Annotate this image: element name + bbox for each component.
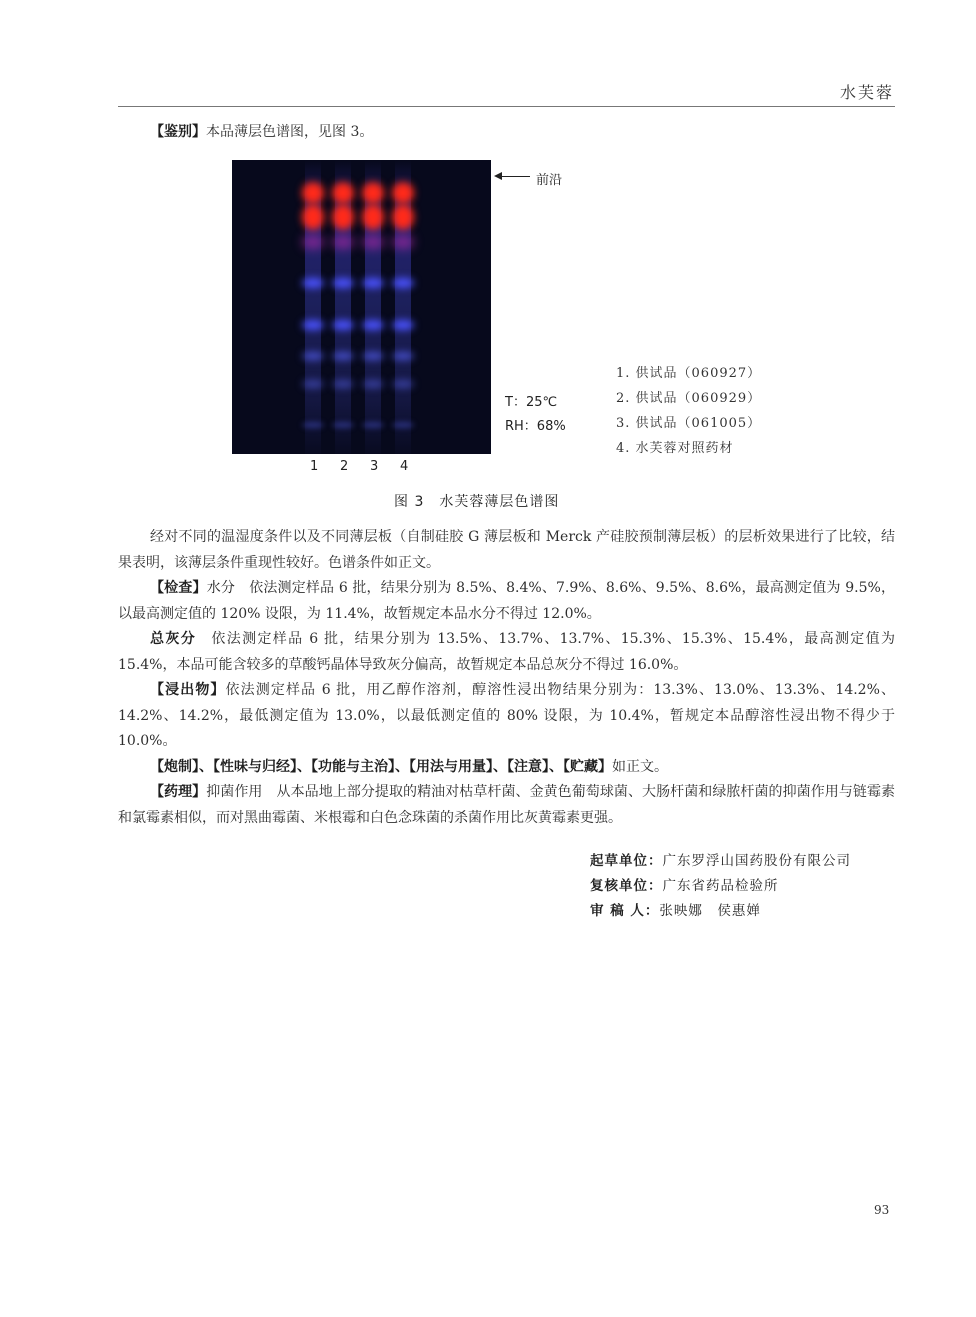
tlc-plate-image: [232, 160, 491, 454]
tlc-spot: [332, 182, 354, 204]
tlc-spot: [332, 278, 354, 288]
lane-number-4: 4: [400, 459, 409, 474]
editor-line: [590, 899, 761, 919]
tlc-spot: [392, 235, 414, 249]
comparison-paragraph: 经对不同的温湿度条件以及不同薄层板（自制硅胶 G 薄层板和 Merck 产硅胶预制薄层板）的层析效果进行了比较，结果表明，该薄层条件重现性较好。色谱条件如正文。: [118, 529, 895, 571]
tlc-spot: [392, 422, 414, 428]
legend-item-4: 4. 水芙蓉对照药材: [616, 441, 734, 456]
tlc-spot: [392, 182, 414, 204]
reviewer-line: [590, 874, 779, 894]
tlc-spot: [302, 204, 324, 230]
tlc-spot: [302, 320, 324, 330]
drafter-value: 广东罗浮山国药股份有限公司: [662, 853, 851, 869]
tlc-spot: [302, 352, 324, 360]
tlc-spot: [362, 352, 384, 360]
temperature-label: T：25℃: [505, 395, 558, 410]
others-text: 如正文。: [612, 759, 668, 775]
identification-text: 本品薄层色谱图，见图 3。: [206, 124, 374, 140]
lane-number-3: 3: [370, 459, 379, 474]
tlc-spot: [362, 204, 384, 230]
tlc-spot: [302, 422, 324, 428]
pharmacology-text: 从本品地上部分提取的精油对枯草杆菌、金黄色葡萄球菌、大肠杆菌和绿脓杆菌的抑菌作用与链霉素和氯霉素相似，而对黑曲霉菌、米根霉和白色念珠菌的杀菌作用比灰黄霉素更强。: [118, 784, 896, 826]
moisture-paragraph: [118, 576, 895, 627]
legend-item-3: 3. 供试品（061005）: [616, 416, 762, 431]
ash-label: 总灰分: [150, 631, 197, 647]
tlc-spot: [302, 278, 324, 288]
legend-item-1: 1. 供试品（060927）: [616, 366, 762, 381]
tlc-spot: [392, 204, 414, 230]
figure-caption: 图 3 水芙蓉薄层色谱图: [394, 494, 560, 510]
lane-number-2: 2: [340, 459, 349, 474]
tlc-spot: [392, 320, 414, 330]
tlc-spot: [332, 204, 354, 230]
pharmacology-label: 【药理】: [150, 784, 207, 800]
tlc-spot: [302, 182, 324, 204]
lane-number-1: 1: [310, 459, 319, 474]
tlc-spot: [362, 380, 384, 388]
ash-text: 依法测定样品 6 批，结果分别为 13.5%、13.7%、13.7%、15.3%、15.3%、15.4%，最高测定值为 15.4%，本品可能含较多的草酸钙晶体导致灰分偏高，故暂规定本品总灰分不得过 16.0%。: [118, 631, 895, 673]
check-label: 【检查】: [150, 580, 207, 596]
pharmacology-sublabel: 抑菌作用: [206, 784, 263, 800]
tlc-spot: [302, 235, 324, 249]
tlc-spot: [362, 278, 384, 288]
tlc-spot: [392, 380, 414, 388]
solvent-front-label: 前沿: [536, 173, 563, 188]
identification-label: 【鉴别】: [150, 124, 206, 140]
ash-paragraph: [118, 627, 895, 678]
tlc-spot: [392, 278, 414, 288]
moisture-sublabel: 水分: [206, 580, 236, 596]
tlc-spot: [362, 422, 384, 428]
tlc-spot: [332, 422, 354, 428]
pharmacology-paragraph: [118, 780, 895, 831]
tlc-spot: [302, 380, 324, 388]
tlc-spot: [332, 320, 354, 330]
tlc-spot: [362, 320, 384, 330]
humidity-label: RH：68%: [505, 419, 566, 434]
page-number: 93: [874, 1203, 890, 1217]
others-paragraph: [118, 755, 895, 781]
editor-value: 张映娜 侯惠婵: [659, 903, 761, 919]
reviewer-label: 复核单位：: [590, 878, 663, 894]
others-label: 【炮制】、【性味与归经】、【功能与主治】、【用法与用量】、【注意】、【贮藏】: [150, 759, 612, 775]
arrow-line: [500, 176, 530, 177]
extract-text: 依法测定样品 6 批，用乙醇作溶剂，醇溶性浸出物结果分别为：13.3%、13.0%、13.3%、14.2%、14.2%、14.2%，最低测定值为 13.0%，以最低测定值的 80% 设限，为 10.4%，暂规定本品醇溶性浸出物不得少于 10.0%。: [118, 682, 895, 749]
tlc-spot: [332, 235, 354, 249]
identification-paragraph: [150, 120, 850, 146]
drafter-line: [590, 849, 851, 869]
extract-paragraph: [118, 678, 895, 755]
tlc-spot: [362, 182, 384, 204]
tlc-spot: [362, 235, 384, 249]
running-title: 水芙蓉: [839, 83, 894, 102]
reviewer-value: 广东省药品检验所: [662, 878, 779, 894]
legend-item-2: 2. 供试品（060929）: [616, 391, 762, 406]
header-rule: [118, 106, 895, 107]
drafter-label: 起草单位：: [590, 853, 663, 869]
tlc-spot: [332, 352, 354, 360]
tlc-spot: [392, 352, 414, 360]
extract-label: 【浸出物】: [150, 682, 226, 698]
moisture-text: 依法测定样品 6 批，结果分别为 8.5%、8.4%、7.9%、8.6%、9.5%、8.6%，最高测定值为 9.5%，以最高测定值的 120% 设限，为 11.4%，故暂规定本品水分不得过 12.0%。: [118, 580, 896, 622]
tlc-spot: [332, 380, 354, 388]
editor-label: 审 稿 人：: [590, 903, 660, 919]
